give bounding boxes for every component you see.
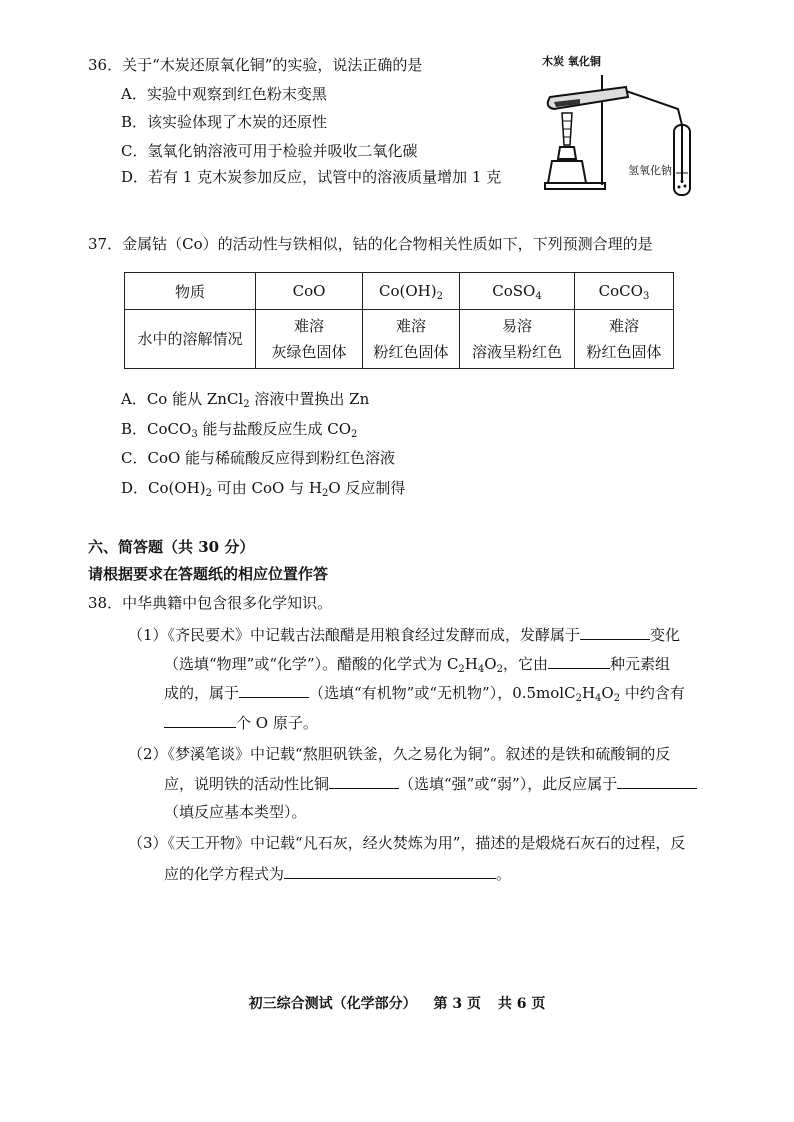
table-header-cooh2: $Co(OH)_2$ xyxy=(363,273,460,310)
q36-option-b: B．该实验体现了木炭的还原性 xyxy=(121,113,328,131)
footer-page: 第 3 页 xyxy=(433,996,481,1012)
q38-part1-line3: 成的，属于 （选填“有机物”或“无机物”），$0.5molC_2H_4O_2$ 中约含有 xyxy=(164,681,685,704)
table-header-coso4: CoSO$_4$ xyxy=(460,273,575,310)
table-cell-coso4: 易溶 溶液呈粉红色 xyxy=(460,310,575,369)
apparatus-label-naoh: 氢氧化钠 xyxy=(628,164,672,177)
table-cell-coo: 难溶 灰绿色固体 xyxy=(256,310,363,369)
q38-part1-line1: （1）《齐民要术》中记载古法酿醋是用粮食经过发酵而成，发酵属于 变化 xyxy=(128,623,680,646)
answer-blank[interactable] xyxy=(580,623,650,640)
q38-part3-line1: （3）《天工开物》中记载“凡石灰，经火焚炼为用”，描述的是煅烧石灰石的过程，反 xyxy=(128,834,686,852)
page-footer xyxy=(0,993,794,1013)
footer-total: 共 6 页 xyxy=(497,996,546,1012)
answer-blank[interactable] xyxy=(239,681,309,698)
apparatus-label-top: 木炭 氧化铜 xyxy=(542,55,601,68)
q37-option-d: D．$Co(OH)_2$ 可由 CoO 与 $H_2O$ 反应制得 xyxy=(121,479,406,499)
table-cell-coco3: 难溶 粉红色固体 xyxy=(575,310,674,369)
answer-blank[interactable] xyxy=(617,772,697,789)
table-header-substance: 物质 xyxy=(125,273,256,310)
q36-option-d: D．若有 1 克木炭参加反应，试管中的溶液质量增加 1 克 xyxy=(121,168,502,186)
cobalt-compounds-table xyxy=(124,272,674,369)
table-header-coo: CoO xyxy=(256,273,363,310)
q38-part1-line4: 个 O 原子。 xyxy=(164,711,318,734)
q38-part1-line2: （选填“物理”或“化学”）。醋酸的化学式为 $C_2H_4O_2$，它由 种元素组 xyxy=(164,652,670,675)
q37-option-c: C．CoO 能与稀硫酸反应得到粉红色溶液 xyxy=(121,449,396,467)
table-header-row xyxy=(125,273,674,310)
table-row-label: 水中的溶解情况 xyxy=(125,310,256,369)
q38-part2-line3: （填反应基本类型）。 xyxy=(164,803,307,821)
section-title: 六、简答题（共 30 分） xyxy=(88,538,255,556)
table-row-solubility xyxy=(125,310,674,369)
footer-title: 初三综合测试（化学部分） xyxy=(248,996,417,1012)
q36-option-a: A．实验中观察到红色粉末变黑 xyxy=(121,85,327,103)
charcoal-reduction-apparatus xyxy=(540,55,715,210)
q38-part2-line1: （2）《梦溪笔谈》中记载“熬胆矾铁釜，久之易化为铜”。叙述的是铁和硫酸铜的反 xyxy=(128,745,671,763)
apparatus-drawing xyxy=(540,55,715,210)
q37-option-b: B．CoCO$_3$ 能与盐酸反应生成 $CO_2$ xyxy=(121,420,358,440)
q37-stem: 37．金属钴（Co）的活动性与铁相似，钴的化合物相关性质如下，下列预测合理的是 xyxy=(88,235,653,253)
section-instruction: 请根据要求在答题纸的相应位置作答 xyxy=(88,565,329,583)
answer-blank[interactable] xyxy=(284,862,496,879)
table-cell-cooh2: 难溶 粉红色固体 xyxy=(363,310,460,369)
table-header-coco3: CoCO$_3$ xyxy=(575,273,674,310)
q38-part2-line2: 应，说明铁的活动性比铜 （选填“强”或“弱”），此反应属于 xyxy=(164,772,697,795)
q36-option-c: C．氢氧化钠溶液可用于检验并吸收二氧化碳 xyxy=(121,142,418,160)
answer-blank[interactable] xyxy=(548,652,610,669)
answer-blank[interactable] xyxy=(164,711,236,728)
q38-stem: 38．中华典籍中包含很多化学知识。 xyxy=(88,594,333,612)
answer-blank[interactable] xyxy=(329,772,399,789)
q38-part3-line2: 应的化学方程式为 。 xyxy=(164,862,511,885)
q36-stem: 36．关于“木炭还原氧化铜”的实验，说法正确的是 xyxy=(88,56,423,74)
q37-option-a: A．Co 能从 ZnCl$_2$ 溶液中置换出 Zn xyxy=(121,390,370,410)
